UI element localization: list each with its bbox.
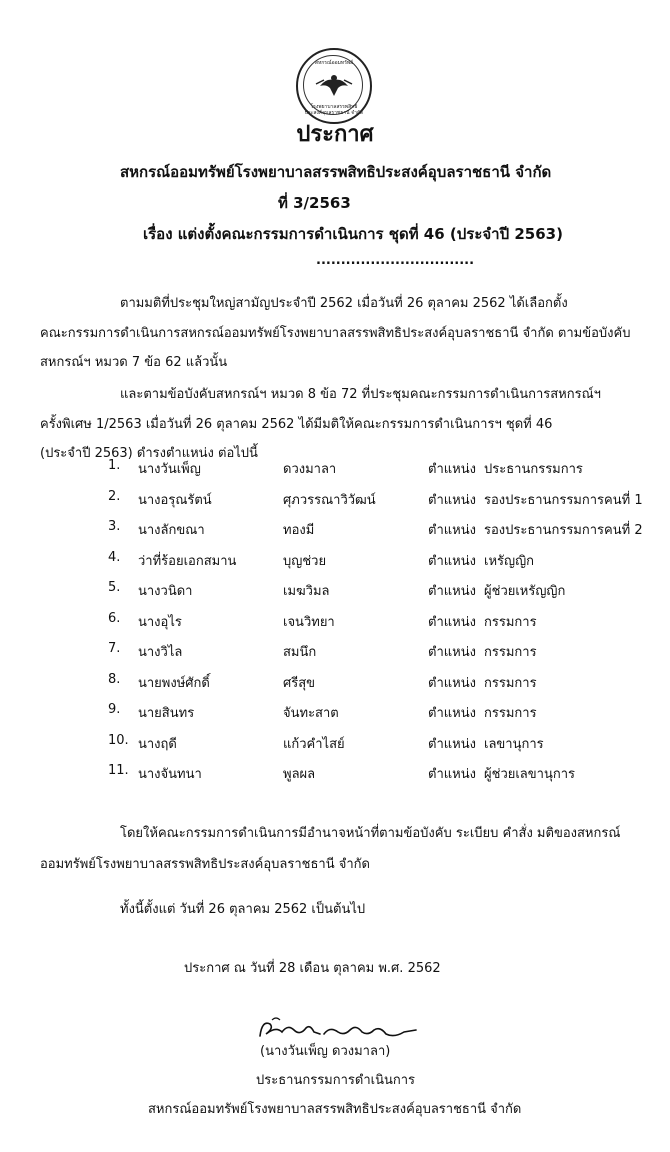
signer-org: สหกรณ์ออมทรัพย์โรงพยาบาลสรรพสิทธิประสงค์อุบลราชธานี จำกัด (148, 1102, 522, 1117)
member-last-name: ศรีสุข (283, 675, 316, 691)
member-last-name: เจนวิทยา (283, 614, 335, 630)
seal-bottom-text: โรงพยาบาลสรรพสิทธิประสงค์อุบลราชธานี จำกัด (304, 104, 364, 116)
committee-row (0, 489, 670, 509)
member-first-name: นายสินทร (138, 706, 195, 721)
doc-subject: เรื่อง แต่งตั้งคณะกรรมการดำเนินการ ชุดที่ 46 (ประจำปี 2563) (143, 225, 563, 243)
committee-row (0, 611, 670, 631)
committee-row (0, 672, 670, 692)
committee-row (0, 458, 670, 478)
member-first-name: นางวนิดา (138, 584, 193, 599)
para2-line2: ครั้งพิเศษ 1/2563 เมื่อวันที่ 26 ตุลาคม 2562 ได้มีมติให้คณะกรรมการดำเนินการฯ ชุดที่ 46 (40, 417, 553, 432)
para1-line1: ตามมติที่ประชุมใหญ่สามัญประจำปี 2562 เมื่อวันที่ 26 ตุลาคม 2562 ได้เลือกตั้ง (120, 296, 568, 311)
para2-line1: และตามข้อบังคับสหกรณ์ฯ หมวด 8 ข้อ 72 ที่ประชุมคณะกรรมการดำเนินการสหกรณ์ฯ (120, 387, 601, 402)
committee-row (0, 580, 670, 600)
member-last-name: ทองมี (283, 523, 315, 538)
member-number: 7. (108, 641, 121, 656)
para2-line3: (ประจำปี 2563) ดำรงตำแหน่ง ต่อไปนี้ (40, 446, 258, 461)
member-number: 11. (108, 763, 129, 778)
member-last-name: บุญช่วย (283, 553, 327, 569)
member-first-name: นางลักขณา (138, 523, 205, 538)
committee-row (0, 763, 670, 783)
member-number: 1. (108, 458, 121, 473)
doc-title: ประกาศ (296, 122, 374, 147)
position-label: ตำแหน่ง (428, 584, 476, 599)
signer-title: ประธานกรรมการดำเนินการ (256, 1073, 416, 1088)
member-last-name: เมฆวิมล (283, 584, 330, 599)
member-number: 6. (108, 610, 121, 626)
org-heading: สหกรณ์ออมทรัพย์โรงพยาบาลสรรพสิทธิประสงค์อุบลราชธานี จำกัด (120, 163, 552, 181)
position-label: ตำแหน่ง (428, 675, 476, 691)
member-first-name: ว่าที่ร้อยเอกสมาน (138, 553, 237, 569)
position-label: ตำแหน่ง (428, 706, 476, 721)
doc-number: ที่ 3/2563 (278, 194, 351, 212)
member-last-name: พูลผล (283, 767, 316, 782)
member-number: 10. (108, 732, 129, 748)
member-position: เลขานุการ (484, 736, 544, 752)
member-last-name: ดวงมาลา (283, 462, 337, 477)
position-label: ตำแหน่ง (428, 462, 476, 477)
signer-name: (นางวันเพ็ญ ดวงมาลา) (260, 1044, 391, 1059)
member-position: ประธานกรรมการ (484, 462, 583, 477)
member-position: รองประธานกรรมการคนที่ 1 (484, 492, 643, 508)
committee-row (0, 519, 670, 539)
member-last-name: จันทะสาต (283, 706, 339, 721)
member-position: กรรมการ (484, 645, 537, 660)
effective-date: ทั้งนี้ตั้งแต่ วันที่ 26 ตุลาคม 2562 เป็นต้นไป (120, 902, 366, 917)
para3-line2: ออมทรัพย์โรงพยาบาลสรรพสิทธิประสงค์อุบลราชธานี จำกัด (40, 857, 370, 872)
position-label: ตำแหน่ง (428, 645, 476, 660)
committee-row (0, 702, 670, 722)
position-label: ตำแหน่ง (428, 736, 476, 752)
member-last-name: สมนึก (283, 645, 317, 660)
member-first-name: นางอรุณรัตน์ (138, 492, 212, 508)
position-label: ตำแหน่ง (428, 614, 476, 630)
member-number: 9. (108, 702, 121, 717)
member-number: 4. (108, 549, 121, 565)
member-position: รองประธานกรรมการคนที่ 2 (484, 523, 643, 538)
committee-row (0, 550, 670, 570)
member-position: เหรัญญิก (484, 553, 535, 569)
para3-line1: โดยให้คณะกรรมการดำเนินการมีอำนาจหน้าที่ตามข้อบังคับ ระเบียบ คำสั่ง มติของสหกรณ์ (120, 826, 621, 841)
member-position: ผู้ช่วยเลขานุการ (484, 767, 575, 782)
member-number: 2. (108, 488, 121, 504)
seal-top-text: สหกรณ์ออมทรัพย์ (314, 60, 354, 66)
member-position: กรรมการ (484, 706, 537, 721)
cooperative-seal (296, 48, 372, 124)
position-label: ตำแหน่ง (428, 523, 476, 538)
member-first-name: นางอุไร (138, 614, 182, 630)
heading-divider: ................................ (316, 253, 475, 268)
committee-row (0, 733, 670, 753)
member-last-name: แก้วคำไสย์ (283, 736, 345, 752)
member-number: 3. (108, 519, 121, 534)
member-position: ผู้ช่วยเหรัญญิก (484, 584, 566, 599)
position-label: ตำแหน่ง (428, 553, 476, 569)
member-first-name: นางวันเพ็ญ (138, 462, 201, 477)
member-last-name: ศุภวรรณาวิวัฒน์ (283, 492, 376, 508)
para1-line3: สหกรณ์ฯ หมวด 7 ข้อ 62 แล้วนั้น (40, 355, 228, 370)
para1-line2: คณะกรรมการดำเนินการสหกรณ์ออมทรัพย์โรงพยาบาลสรรพสิทธิประสงค์อุบลราชธานี จำกัด ตามข้อบังคับ (40, 326, 631, 341)
member-number: 5. (108, 580, 121, 595)
member-first-name: นางฤดี (138, 736, 177, 752)
member-position: กรรมการ (484, 614, 537, 630)
committee-row (0, 641, 670, 661)
member-position: กรรมการ (484, 675, 537, 691)
position-label: ตำแหน่ง (428, 767, 476, 782)
member-number: 8. (108, 671, 121, 687)
position-label: ตำแหน่ง (428, 492, 476, 508)
member-first-name: นางวิไล (138, 645, 183, 660)
member-first-name: นายพงษ์ศักดิ์ (138, 675, 210, 691)
announcement-date: ประกาศ ณ วันที่ 28 เดือน ตุลาคม พ.ศ. 2562 (184, 961, 441, 976)
member-first-name: นางจันทนา (138, 767, 202, 782)
